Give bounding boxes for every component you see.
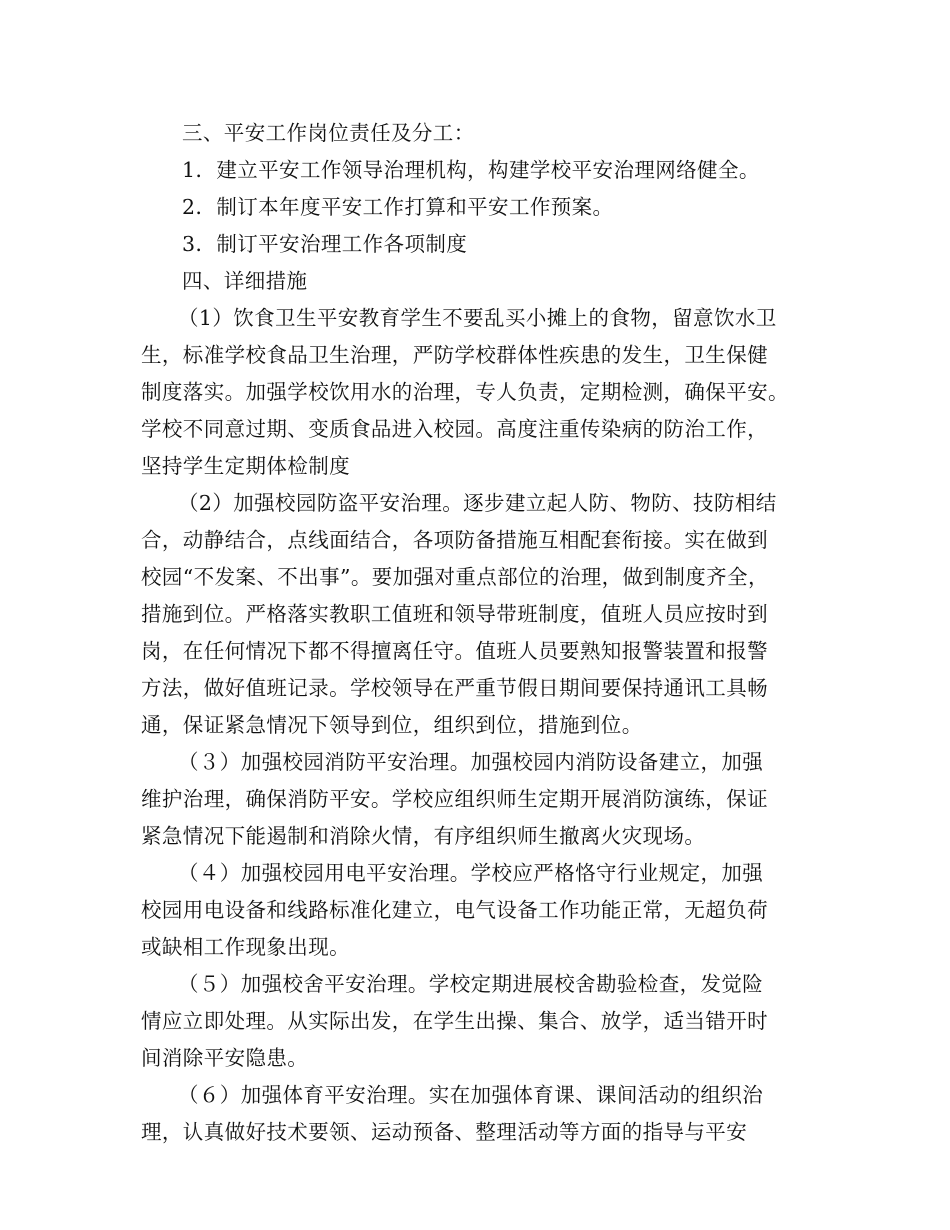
- paragraph-line: 方法，做好值班记录。学校领导在严重节假日期间要保持通讯工具畅: [141, 676, 768, 700]
- paragraph-line: 岗，在任何情况下都不得擅离任守。值班人员要熟知报警装置和报警: [141, 639, 768, 663]
- paragraph-line: 学校不同意过期、变质食品进入校园。高度注重传染病的防治工作，: [141, 417, 768, 441]
- paragraph-line: （３）加强校园消防平安治理。加强校园内消防设备建立，加强: [178, 750, 764, 774]
- paragraph-line: （2）加强校园防盗平安治理。逐步建立起人防、物防、技防相结: [178, 491, 777, 515]
- paragraph-line: 生，标准学校食品卫生治理，严防学校群体性疾患的发生，卫生保健: [141, 343, 768, 367]
- paragraph-line: 维护治理，确保消防平安。学校应组织师生定期开展消防演练，保证: [141, 787, 768, 811]
- paragraph-line: 制度落实。加强学校饮用水的治理，专人负责，定期检测，确保平安。: [141, 380, 789, 404]
- paragraph-line: （６）加强体育平安治理。实在加强体育课、课间活动的组织治: [178, 1083, 764, 1107]
- paragraph-line: 校园“不发案、不出事”。要加强对重点部位的治理，做到制度齐全，: [141, 565, 769, 589]
- paragraph-line: 合，动静结合，点线面结合，各项防备措施互相配套衔接。实在做到: [141, 528, 768, 552]
- paragraph-line: （４）加强校园用电平安治理。学校应严格恪守行业规定，加强: [178, 861, 764, 885]
- paragraph-line: 或缺相工作现象出现。: [141, 935, 350, 959]
- paragraph-line: 措施到位。严格落实教职工值班和领导带班制度，值班人员应按时到: [141, 602, 768, 626]
- paragraph-line: （1）饮食卫生平安教育学生不要乱买小摊上的食物，留意饮水卫: [178, 306, 777, 330]
- paragraph-line: 间消除平安隐患。: [141, 1046, 309, 1070]
- paragraph-line: 通，保证紧急情况下领导到位，组织到位，措施到位。: [141, 713, 643, 737]
- list-item: 3．制订平安治理工作各项制度: [182, 232, 468, 256]
- section-heading: 四、详细措施: [182, 269, 308, 293]
- list-item: 2．制订本年度平安工作打算和平安工作预案。: [182, 195, 614, 219]
- paragraph-line: 紧急情况下能遏制和消除火情，有序组织师生撤离火灾现场。: [141, 824, 706, 848]
- paragraph-line: 坚持学生定期体检制度: [141, 454, 350, 478]
- section-heading: 三、平安工作岗位责任及分工：: [182, 121, 475, 145]
- paragraph-line: 情应立即处理。从实际出发，在学生出操、集合、放学，适当错开时: [141, 1009, 768, 1033]
- paragraph-line: 校园用电设备和线路标准化建立，电气设备工作功能正常，无超负荷: [141, 898, 768, 922]
- paragraph-line: （５）加强校舍平安治理。学校定期进展校舍勘验检查，发觉险: [178, 972, 764, 996]
- list-item: 1．建立平安工作领导治理机构，构建学校平安治理网络健全。: [182, 158, 760, 182]
- paragraph-line: 理，认真做好技术要领、运动预备、整理活动等方面的指导与平安: [141, 1120, 748, 1144]
